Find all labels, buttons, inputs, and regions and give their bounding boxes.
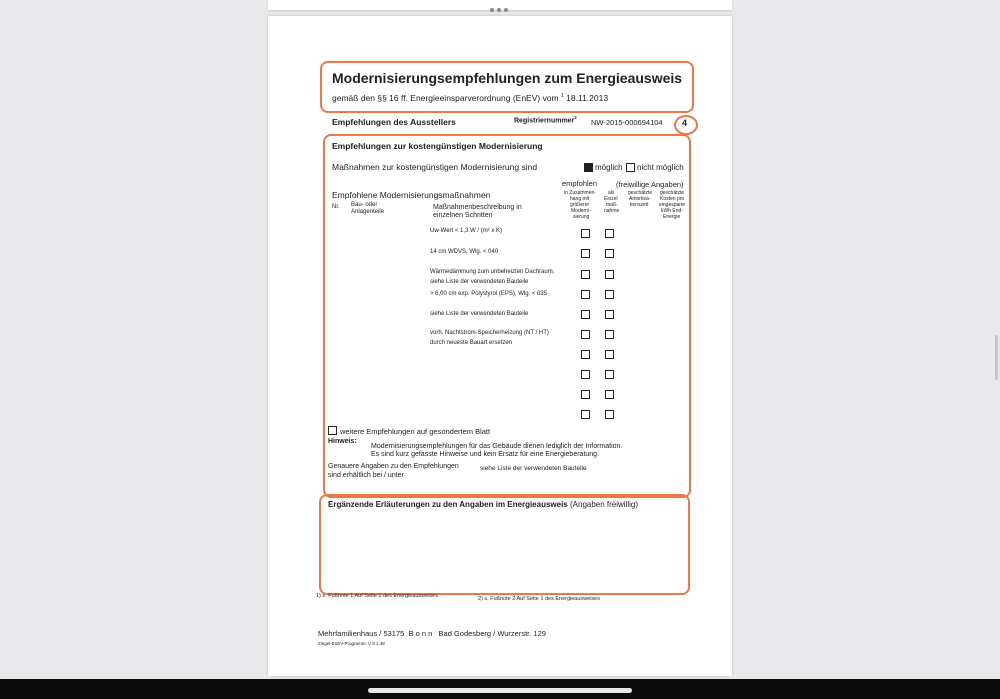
- col-amortization-3: tionszeit: [630, 202, 649, 208]
- row-6-single-checkbox[interactable]: [605, 330, 614, 339]
- col-amortization-2: Amortisa-: [629, 196, 651, 202]
- col-single-3: maß-: [606, 202, 618, 208]
- possible-label: möglich: [595, 163, 623, 172]
- col-cost-1: geschätzte: [660, 190, 685, 196]
- document-title: Modernisierungsempfehlungen zum Energieausweis: [332, 70, 683, 86]
- row-7-single-checkbox[interactable]: [605, 350, 614, 359]
- program-version: Ziegel-EnEV-Programm: V 8.1.38: [318, 641, 385, 646]
- row-9-combined-checkbox[interactable]: [581, 390, 590, 399]
- row-1-combined-checkbox[interactable]: [581, 229, 590, 238]
- col-cost-5: Energie: [663, 214, 681, 220]
- row-3-combined-checkbox[interactable]: [581, 270, 590, 279]
- measure-row-5a: vorh. Nachtstrom-Speicherheizung (NT / HT): [430, 330, 549, 336]
- col-component-2: Anlagenteile: [351, 209, 385, 215]
- page-number: 4: [682, 118, 688, 128]
- document-subtitle: gemäß den §§ 16 ff. Energieeinsparverordnung (EnEV) vom $^1$ 18.11.2013: [332, 93, 609, 103]
- measure-row-3b: siehe Liste der verwendeten Bauteile: [430, 279, 529, 285]
- measure-row-4: siehe Liste der verwendeten Bauteile: [430, 311, 529, 317]
- scroll-indicator[interactable]: [995, 335, 998, 380]
- empfohlen-label: empfohlen: [562, 179, 598, 188]
- col-cost-4: kWh End-: [661, 208, 683, 214]
- row-4-single-checkbox[interactable]: [605, 290, 614, 299]
- registration-number: NW-2015-000694104: [591, 118, 663, 127]
- further-recommendations-label: weitere Empfehlungen auf gesondertem Blatt: [340, 427, 491, 436]
- section2-heading: Ergänzende Erläuterungen zu den Angaben im Energieausweis (Angaben freiwillig): [328, 500, 639, 509]
- col-single-4: nahme: [604, 208, 620, 214]
- row-3-single-checkbox[interactable]: [605, 270, 614, 279]
- footnote-1: 1) s. Fußnote 1 Auf Seite 1 des Energieausweises: [316, 593, 438, 599]
- col-nr: Nr.: [332, 204, 340, 210]
- row-8-combined-checkbox[interactable]: [581, 370, 590, 379]
- row-10-single-checkbox[interactable]: [605, 410, 614, 419]
- note-line-1: Modernisierungsempfehlungen für das Gebäude dienen lediglich der Information.: [371, 443, 623, 450]
- title-box: [320, 61, 694, 113]
- not-possible-label: nicht möglich: [637, 163, 684, 172]
- details-value: siehe Liste der verwendeten Bauteile: [480, 465, 587, 472]
- measure-row-1: Uw-Wert < 1,3 W / (m² x K): [430, 228, 503, 234]
- footnote-2: 2) s. Fußnote 2 Auf Seite 1 des Energieausweises: [478, 596, 600, 602]
- document-page: [268, 16, 732, 676]
- row-1-single-checkbox[interactable]: [605, 229, 614, 238]
- row-4-combined-checkbox[interactable]: [581, 290, 590, 299]
- row-5-single-checkbox[interactable]: [605, 310, 614, 319]
- not-possible-checkbox[interactable]: [626, 163, 635, 172]
- details-line-2: sind erhältlich bei / unter: [328, 472, 404, 479]
- address-line: Mehrfamilienhaus / 53175 B o n n Bad Godesberg / Wurzerstr. 129: [318, 629, 546, 638]
- note-line-2: Es sind kurz gefasste Hinweise und kein Ersatz für eine Energieberatung.: [371, 451, 600, 458]
- optional-info-label: (freiwillige Angaben): [616, 180, 684, 189]
- registration-label: Registriernummer$^2$: [514, 115, 577, 125]
- measures-line: Maßnahmen zur kostengünstigen Modernisierung sind: [332, 162, 538, 172]
- row-2-single-checkbox[interactable]: [605, 249, 614, 258]
- home-indicator[interactable]: [368, 688, 632, 693]
- further-recommendations-checkbox[interactable]: [328, 426, 337, 435]
- col-combined-2: hang mit: [570, 196, 590, 202]
- row-2-combined-checkbox[interactable]: [581, 249, 590, 258]
- supplementary-notes-box: [319, 494, 690, 595]
- row-7-combined-checkbox[interactable]: [581, 350, 590, 359]
- col-cost-2: Kosten pro: [660, 196, 685, 202]
- col-description-2: einzelnen Schritten: [433, 212, 493, 219]
- row-6-combined-checkbox[interactable]: [581, 330, 590, 339]
- section1-heading: Empfehlungen zur kostengünstigen Modernisierung: [332, 141, 543, 151]
- col-cost-3: eingesparte: [659, 202, 686, 208]
- possible-checkbox[interactable]: [584, 163, 593, 172]
- col-description-1: Maßnahmenbeschreibung in: [433, 204, 522, 211]
- measure-row-3c: > 6,00 cm exp. Polystyrol (EPS), Wlg. < 035: [430, 291, 548, 297]
- measure-row-2: 14 cm WDVS, Wlg. < 040: [430, 249, 499, 255]
- col-single-2: Einzel: [604, 196, 618, 202]
- details-line-1: Genauere Angaben zu den Empfehlungen: [328, 463, 459, 470]
- recommended-heading: Empfohlene Modernisierungsmaßnahmen: [332, 190, 491, 200]
- measure-row-3a: Wärmedämmung zum unbeheizten Dachraum,: [430, 269, 555, 275]
- col-combined-4: Moderni-: [571, 208, 591, 214]
- row-8-single-checkbox[interactable]: [605, 370, 614, 379]
- issuer-heading: Empfehlungen des Ausstellers: [332, 117, 456, 127]
- col-combined-5: sierung: [573, 214, 590, 220]
- col-component-1: Bau- oder: [351, 202, 378, 208]
- row-10-combined-checkbox[interactable]: [581, 410, 590, 419]
- col-combined-3: größerer: [570, 202, 590, 208]
- row-9-single-checkbox[interactable]: [605, 390, 614, 399]
- measure-row-5b: durch neueste Bauart ersetzen: [430, 340, 513, 346]
- col-combined-1: in Zusammen-: [564, 190, 596, 196]
- col-amortization-1: geschätzte: [628, 190, 653, 196]
- note-label: Hinweis:: [328, 438, 357, 445]
- more-dots-icon[interactable]: [490, 8, 508, 12]
- col-single-1: als: [608, 190, 615, 196]
- row-5-combined-checkbox[interactable]: [581, 310, 590, 319]
